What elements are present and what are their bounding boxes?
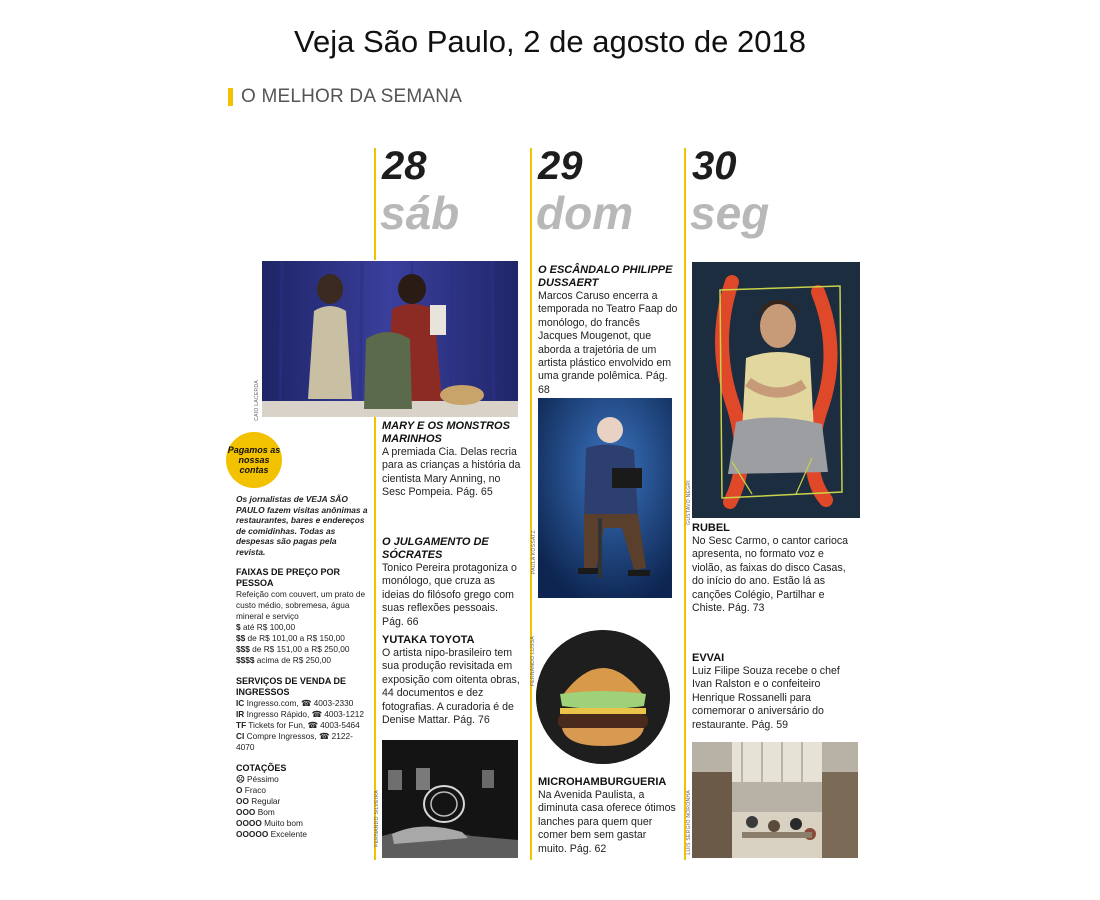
rubel-illustration <box>692 262 860 518</box>
article-text: Luiz Filipe Souza recebe o chef Ivan Ralston e o confeiteiro Henrique Rossanelli para comemorar o aniversário do restaurante. Pág. 59 <box>692 665 840 731</box>
rating-symbol: OOO <box>236 807 256 817</box>
article-text: Na Avenida Paulista, a diminuta casa oferece ótimos lanches para quem quer comer bem sem gastar muito. Pág. 62 <box>538 789 676 855</box>
theater-photo <box>262 261 518 417</box>
price-text: de R$ 101,00 a R$ 150,00 <box>247 633 345 643</box>
price-row <box>236 655 368 666</box>
day-number-text: 29 <box>538 144 583 188</box>
price-symbol: $$$$ <box>236 655 255 665</box>
sales-code: CI <box>236 731 245 741</box>
rating-row <box>236 796 368 807</box>
rating-row <box>236 829 368 840</box>
price-row <box>236 644 368 655</box>
rating-symbol: ☹ <box>236 774 245 784</box>
article-title: RUBEL <box>692 522 730 534</box>
article-title: MARY E OS MONSTROS MARINHOS <box>382 420 510 445</box>
article-rubel <box>692 522 852 615</box>
article-dussaert <box>538 264 678 397</box>
day-header-sat <box>380 144 530 239</box>
sales-code: TF <box>236 720 247 730</box>
rating-text: Fraco <box>244 785 266 795</box>
day-number-text: 28 <box>382 144 427 188</box>
photo-credit: PAULA KOSSATZ <box>531 530 537 575</box>
column-divider <box>374 148 376 260</box>
article-text: A premiada Cia. Delas recria para as crianças a história da cientista Mary Anning, no Sesc Pompeia. Pág. 65 <box>382 446 521 499</box>
price-text: até R$ 100,00 <box>242 622 296 632</box>
day-number <box>536 146 686 186</box>
article-evvai <box>692 652 852 732</box>
rating-text: Regular <box>251 796 281 806</box>
article-text: O artista nipo-brasileiro tem sua produção revisitada em exposição com oitenta obras, 44 documentos e dez fotografias. A curadoria é de Denise Mattar. Pág. 76 <box>382 647 520 727</box>
rating-symbol: OO <box>236 796 249 806</box>
article-title: YUTAKA TOYOTA <box>382 634 475 646</box>
sales-row <box>236 720 368 731</box>
article-title: O ESCÂNDALO PHILIPPE DUSSAERT <box>538 264 673 289</box>
day-name: dom <box>536 187 634 239</box>
day-number <box>690 146 840 186</box>
rating-symbol: O <box>236 785 243 795</box>
column-divider <box>684 260 686 860</box>
photo-credit: LUIS SERGIO NORONHA <box>686 790 692 855</box>
exhibition-illustration <box>382 740 518 858</box>
rating-symbol: OOOOO <box>236 829 269 839</box>
sales-code: IC <box>236 698 245 708</box>
price-symbol: $$ <box>236 633 246 643</box>
article-text: Tonico Pereira protagoniza o monólogo, que cruza as ideias do filósofo grego com suas reflexões pessoais. Pág. 66 <box>382 562 517 628</box>
price-symbol: $ <box>236 622 241 632</box>
article-text: Marcos Caruso encerra a temporada no Teatro Faap do monólogo, do francês Jacques Mougenot, que aborda a trajetória de um artista plástico envolvido em uma grande polêmica. Pág. 68 <box>538 290 678 396</box>
column-divider <box>530 148 532 260</box>
price-row <box>236 622 368 633</box>
article-text: No Sesc Carmo, o cantor carioca apresenta, no formato voz e violão, as faixas do disco Casas, do início do ano. Estão lá as canções Colégio, Partilhar e Chiste. Pág. 73 <box>692 535 849 615</box>
day-header-mon <box>690 144 840 239</box>
rubel-photo <box>692 262 860 518</box>
price-text: acima de R$ 250,00 <box>256 655 332 665</box>
day-name: seg <box>690 187 770 239</box>
price-text: de R$ 151,00 a R$ 250,00 <box>252 644 350 654</box>
exhibition-photo <box>382 740 518 858</box>
price-row <box>236 633 368 644</box>
price-symbol: $$$ <box>236 644 250 654</box>
rating-text: Bom <box>257 807 275 817</box>
price-description: Refeição com couvert, um prato de custo médio, sobremesa, água mineral e serviço <box>236 589 366 621</box>
article-yutaka <box>382 634 522 727</box>
sales-row <box>236 698 368 709</box>
photo-credit: FERNANDO SILVEIRA <box>374 790 380 847</box>
day-number <box>380 146 530 186</box>
rating-text: Excelente <box>270 829 308 839</box>
rating-row <box>236 807 368 818</box>
sales-code: IR <box>236 709 245 719</box>
actor-photo <box>538 398 672 598</box>
article-title: MICROHAMBURGUERIA <box>538 776 667 788</box>
day-number-text: 30 <box>692 144 737 188</box>
sidebar <box>236 494 368 840</box>
rating-symbol: OOOO <box>236 818 262 828</box>
article-microhamburgueria <box>538 776 678 856</box>
sales-heading: SERVIÇOS DE VENDA DE INGRESSOS <box>236 676 347 697</box>
section-title <box>228 86 462 108</box>
rating-row <box>236 785 368 796</box>
sales-row <box>236 731 368 753</box>
page-caption: Veja São Paulo, 2 de agosto de 2018 <box>294 24 806 59</box>
rating-text: Péssimo <box>246 774 279 784</box>
sales-row <box>236 709 368 720</box>
sales-text: Ingresso Rápido, ☎ 4003-1212 <box>246 709 364 719</box>
rating-row <box>236 818 368 829</box>
price-heading: FAIXAS DE PREÇO POR PESSOA <box>236 567 341 588</box>
day-name: sáb <box>380 187 460 239</box>
restaurant-illustration <box>692 742 858 858</box>
rating-text: Muito bom <box>264 818 303 828</box>
photo-credit: GUSTAVO NEGRI <box>686 480 692 525</box>
sidebar-intro: Os jornalistas de VEJA SÃO PAULO fazem visitas anônimas a restaurantes, bares e endereços de comidinhas. Todas as despesas são pagas pela revista. <box>236 494 368 557</box>
sales-text: Tickets for Fun, ☎ 4003-5464 <box>248 720 360 730</box>
ratings-heading: COTAÇÕES <box>236 763 287 773</box>
photo-credit: FERNANDO LUSSA <box>530 636 536 687</box>
sales-text: Compre Ingressos, ☎ 2122-4070 <box>236 731 353 752</box>
section-title-marker <box>228 88 233 106</box>
burger-illustration <box>536 630 670 764</box>
photo-credit: CAIO LACERDA <box>254 380 260 421</box>
sales-text: Ingresso.com, ☎ 4003-2330 <box>246 698 354 708</box>
day-header-sun <box>536 144 686 239</box>
payment-badge: Pagamos as nossas contas <box>226 432 282 488</box>
section-title-text: O MELHOR DA SEMANA <box>241 86 463 107</box>
article-title: O JULGAMENTO DE SÓCRATES <box>382 536 489 561</box>
actor-illustration <box>538 398 672 598</box>
article-title: EVVAI <box>692 652 725 664</box>
restaurant-photo <box>692 742 858 858</box>
article-mary <box>382 420 522 500</box>
burger-photo <box>536 630 670 764</box>
rating-row <box>236 774 368 785</box>
column-divider <box>684 148 686 260</box>
article-socrates <box>382 536 522 629</box>
theater-illustration <box>262 261 518 417</box>
